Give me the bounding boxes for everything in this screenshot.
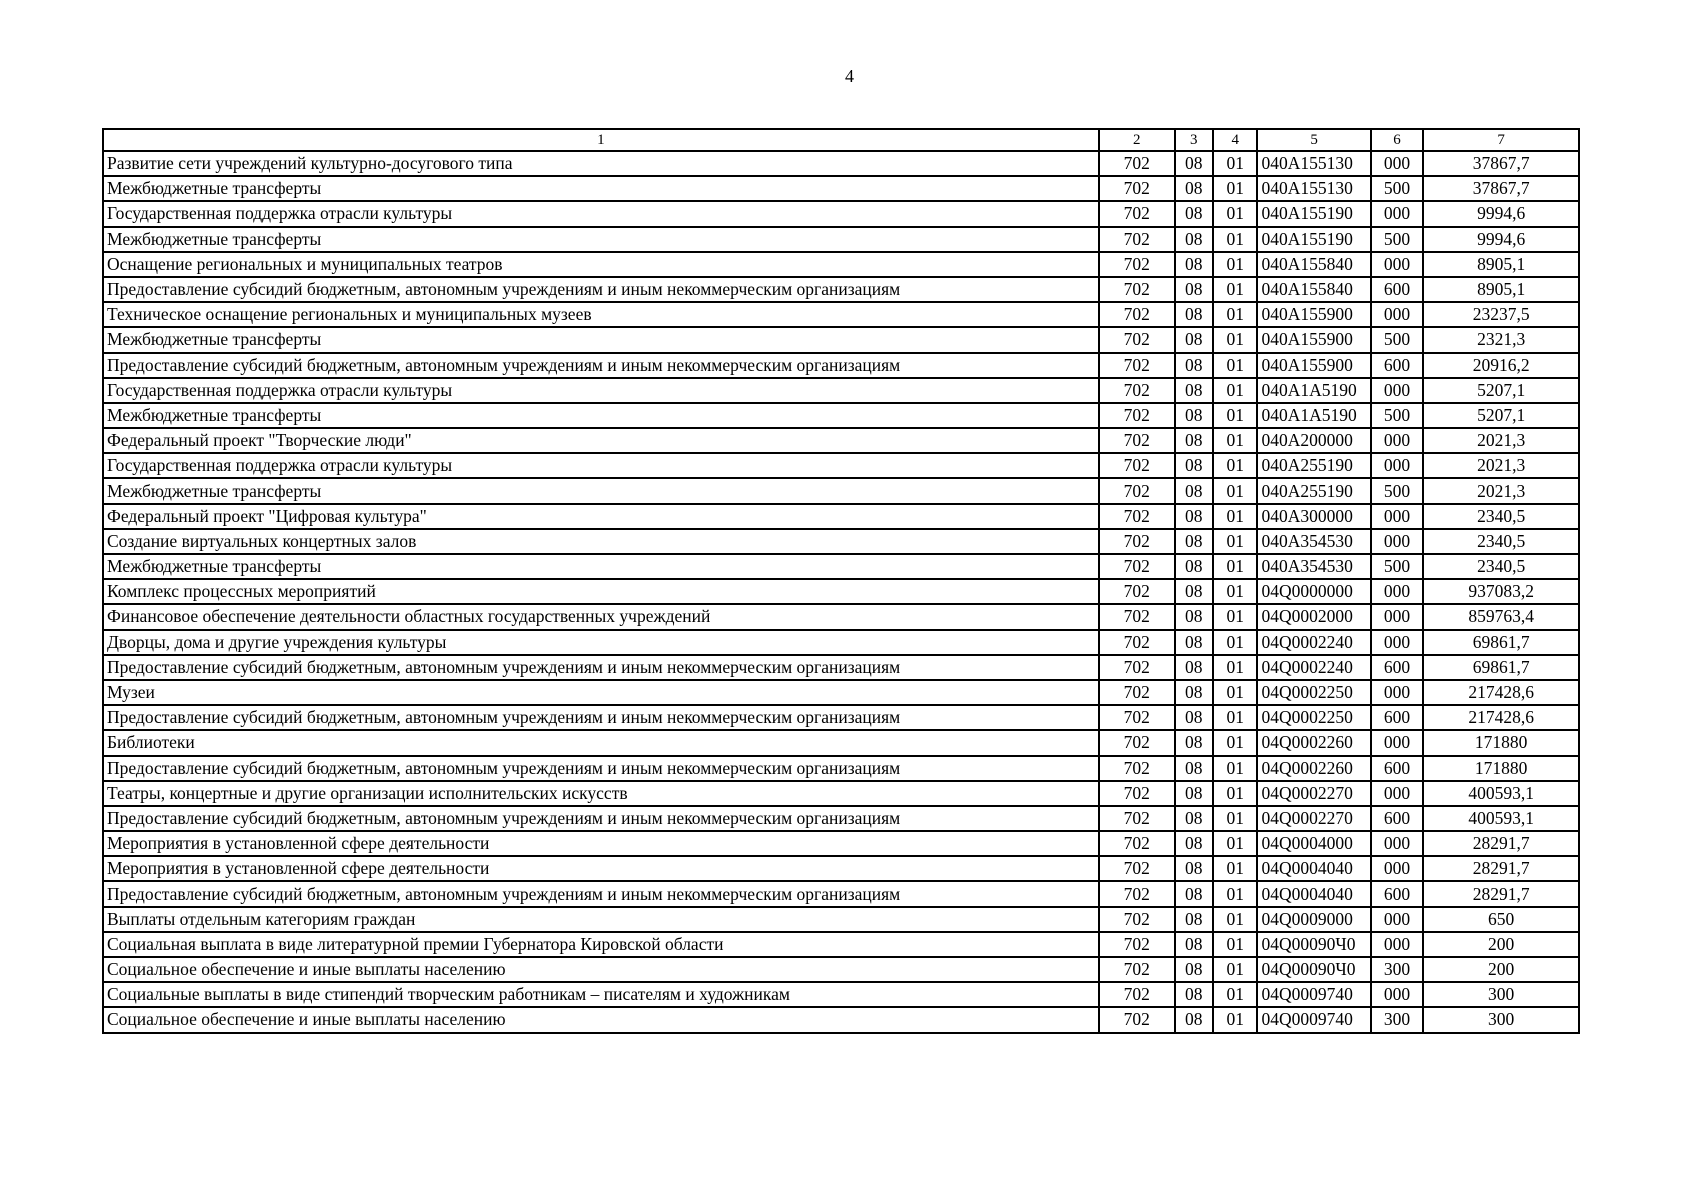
section-code-cell: 08 [1175, 730, 1213, 755]
amount-cell: 20916,2 [1423, 353, 1579, 378]
subsection-code-cell: 01 [1213, 655, 1257, 680]
expense-name-cell: Дворцы, дома и другие учреждения культуры [103, 630, 1099, 655]
amount-cell: 2321,3 [1423, 327, 1579, 352]
expense-name-cell: Создание виртуальных концертных залов [103, 529, 1099, 554]
expense-name-cell: Развитие сети учреждений культурно-досугового типа [103, 151, 1099, 176]
target-article-cell: 04Q00090Ч0 [1257, 932, 1370, 957]
section-code-cell: 08 [1175, 680, 1213, 705]
target-article-cell: 040A155130 [1257, 176, 1370, 201]
section-code-cell: 08 [1175, 453, 1213, 478]
subsection-code-cell: 01 [1213, 680, 1257, 705]
ministry-code-cell: 702 [1099, 554, 1175, 579]
section-code-cell: 08 [1175, 781, 1213, 806]
target-article-cell: 040A155900 [1257, 327, 1370, 352]
expense-name-cell: Предоставление субсидий бюджетным, автономным учреждениям и иным некоммерческим организациям [103, 756, 1099, 781]
subsection-code-cell: 01 [1213, 756, 1257, 781]
table-row [103, 554, 1579, 579]
expense-type-cell: 000 [1371, 378, 1424, 403]
amount-cell: 171880 [1423, 756, 1579, 781]
table-row [103, 327, 1579, 352]
expense-name-cell: Государственная поддержка отрасли культуры [103, 201, 1099, 226]
expense-type-cell: 600 [1371, 277, 1424, 302]
ministry-code-cell: 702 [1099, 252, 1175, 277]
subsection-code-cell: 01 [1213, 327, 1257, 352]
ministry-code-cell: 702 [1099, 227, 1175, 252]
section-code-cell: 08 [1175, 705, 1213, 730]
expense-type-cell: 000 [1371, 529, 1424, 554]
target-article-cell: 04Q0004040 [1257, 856, 1370, 881]
expense-type-cell: 000 [1371, 982, 1424, 1007]
table-row [103, 252, 1579, 277]
ministry-code-cell: 702 [1099, 277, 1175, 302]
ministry-code-cell: 702 [1099, 730, 1175, 755]
target-article-cell: 040A1A5190 [1257, 378, 1370, 403]
section-code-cell: 08 [1175, 932, 1213, 957]
ministry-code-cell: 702 [1099, 680, 1175, 705]
expense-type-cell: 300 [1371, 957, 1424, 982]
amount-cell: 171880 [1423, 730, 1579, 755]
amount-cell: 37867,7 [1423, 151, 1579, 176]
section-code-cell: 08 [1175, 327, 1213, 352]
amount-cell: 2021,3 [1423, 478, 1579, 503]
page-number: 4 [845, 66, 854, 86]
header-cell: 6 [1371, 129, 1424, 151]
ministry-code-cell: 702 [1099, 428, 1175, 453]
ministry-code-cell: 702 [1099, 1007, 1175, 1032]
amount-cell: 28291,7 [1423, 881, 1579, 906]
subsection-code-cell: 01 [1213, 403, 1257, 428]
ministry-code-cell: 702 [1099, 630, 1175, 655]
target-article-cell: 04Q0002260 [1257, 756, 1370, 781]
ministry-code-cell: 702 [1099, 655, 1175, 680]
target-article-cell: 04Q00090Ч0 [1257, 957, 1370, 982]
section-code-cell: 08 [1175, 806, 1213, 831]
section-code-cell: 08 [1175, 302, 1213, 327]
table-row [103, 453, 1579, 478]
table-row [103, 151, 1579, 176]
subsection-code-cell: 01 [1213, 504, 1257, 529]
expense-type-cell: 500 [1371, 227, 1424, 252]
expense-name-cell: Предоставление субсидий бюджетным, автономным учреждениям и иным некоммерческим организациям [103, 655, 1099, 680]
expense-name-cell: Музеи [103, 680, 1099, 705]
expense-type-cell: 000 [1371, 428, 1424, 453]
ministry-code-cell: 702 [1099, 378, 1175, 403]
subsection-code-cell: 01 [1213, 705, 1257, 730]
expense-type-cell: 000 [1371, 730, 1424, 755]
section-code-cell: 08 [1175, 907, 1213, 932]
section-code-cell: 08 [1175, 151, 1213, 176]
expense-type-cell: 600 [1371, 353, 1424, 378]
expense-name-cell: Предоставление субсидий бюджетным, автономным учреждениям и иным некоммерческим организациям [103, 806, 1099, 831]
expense-name-cell: Социальные выплаты в виде стипендий творческим работникам – писателям и художникам [103, 982, 1099, 1007]
expense-name-cell: Социальная выплата в виде литературной премии Губернатора Кировской области [103, 932, 1099, 957]
subsection-code-cell: 01 [1213, 277, 1257, 302]
target-article-cell: 040A155900 [1257, 302, 1370, 327]
expense-type-cell: 000 [1371, 201, 1424, 226]
table-row [103, 881, 1579, 906]
ministry-code-cell: 702 [1099, 327, 1175, 352]
subsection-code-cell: 01 [1213, 353, 1257, 378]
target-article-cell: 04Q0009000 [1257, 907, 1370, 932]
amount-cell: 217428,6 [1423, 680, 1579, 705]
target-article-cell: 04Q0009740 [1257, 1007, 1370, 1032]
expense-name-cell: Межбюджетные трансферты [103, 327, 1099, 352]
subsection-code-cell: 01 [1213, 378, 1257, 403]
header-cell: 4 [1213, 129, 1257, 151]
target-article-cell: 04Q0002000 [1257, 604, 1370, 629]
table-row [103, 630, 1579, 655]
expense-type-cell: 500 [1371, 327, 1424, 352]
table-row [103, 932, 1579, 957]
table-row [103, 680, 1579, 705]
ministry-code-cell: 702 [1099, 705, 1175, 730]
header-cell: 5 [1257, 129, 1370, 151]
expense-name-cell: Предоставление субсидий бюджетным, автономным учреждениям и иным некоммерческим организациям [103, 881, 1099, 906]
ministry-code-cell: 702 [1099, 201, 1175, 226]
target-article-cell: 04Q0002270 [1257, 781, 1370, 806]
subsection-code-cell: 01 [1213, 881, 1257, 906]
section-code-cell: 08 [1175, 579, 1213, 604]
target-article-cell: 04Q0004040 [1257, 881, 1370, 906]
table-row [103, 806, 1579, 831]
ministry-code-cell: 702 [1099, 302, 1175, 327]
expense-name-cell: Межбюджетные трансферты [103, 227, 1099, 252]
expense-name-cell: Мероприятия в установленной сфере деятельности [103, 831, 1099, 856]
expense-type-cell: 300 [1371, 1007, 1424, 1032]
section-code-cell: 08 [1175, 554, 1213, 579]
table-row [103, 529, 1579, 554]
expense-name-cell: Техническое оснащение региональных и муниципальных музеев [103, 302, 1099, 327]
target-article-cell: 040A155190 [1257, 201, 1370, 226]
table-row [103, 831, 1579, 856]
target-article-cell: 040A200000 [1257, 428, 1370, 453]
amount-cell: 28291,7 [1423, 856, 1579, 881]
table-row [103, 907, 1579, 932]
table-row [103, 353, 1579, 378]
section-code-cell: 08 [1175, 176, 1213, 201]
ministry-code-cell: 702 [1099, 756, 1175, 781]
table-row [103, 378, 1579, 403]
table-body [103, 151, 1579, 1033]
subsection-code-cell: 01 [1213, 907, 1257, 932]
expense-type-cell: 600 [1371, 705, 1424, 730]
section-code-cell: 08 [1175, 353, 1213, 378]
target-article-cell: 040A354530 [1257, 554, 1370, 579]
section-code-cell: 08 [1175, 957, 1213, 982]
amount-cell: 200 [1423, 932, 1579, 957]
amount-cell: 9994,6 [1423, 227, 1579, 252]
expense-type-cell: 600 [1371, 655, 1424, 680]
ministry-code-cell: 702 [1099, 932, 1175, 957]
subsection-code-cell: 01 [1213, 529, 1257, 554]
table-row [103, 982, 1579, 1007]
expense-type-cell: 000 [1371, 680, 1424, 705]
expense-type-cell: 500 [1371, 403, 1424, 428]
subsection-code-cell: 01 [1213, 201, 1257, 226]
expense-name-cell: Мероприятия в установленной сфере деятельности [103, 856, 1099, 881]
amount-cell: 937083,2 [1423, 579, 1579, 604]
expense-type-cell: 000 [1371, 831, 1424, 856]
amount-cell: 400593,1 [1423, 781, 1579, 806]
subsection-code-cell: 01 [1213, 227, 1257, 252]
section-code-cell: 08 [1175, 428, 1213, 453]
amount-cell: 69861,7 [1423, 630, 1579, 655]
target-article-cell: 040A155840 [1257, 252, 1370, 277]
expense-type-cell: 500 [1371, 478, 1424, 503]
ministry-code-cell: 702 [1099, 478, 1175, 503]
ministry-code-cell: 702 [1099, 504, 1175, 529]
table-row [103, 227, 1579, 252]
section-code-cell: 08 [1175, 252, 1213, 277]
subsection-code-cell: 01 [1213, 806, 1257, 831]
header-cell: 2 [1099, 129, 1175, 151]
target-article-cell: 04Q0004000 [1257, 831, 1370, 856]
expense-type-cell: 000 [1371, 504, 1424, 529]
subsection-code-cell: 01 [1213, 252, 1257, 277]
expense-name-cell: Федеральный проект "Творческие люди" [103, 428, 1099, 453]
expense-type-cell: 500 [1371, 554, 1424, 579]
ministry-code-cell: 702 [1099, 957, 1175, 982]
expense-name-cell: Финансовое обеспечение деятельности областных государственных учреждений [103, 604, 1099, 629]
expense-name-cell: Межбюджетные трансферты [103, 554, 1099, 579]
section-code-cell: 08 [1175, 277, 1213, 302]
ministry-code-cell: 702 [1099, 529, 1175, 554]
target-article-cell: 04Q0002270 [1257, 806, 1370, 831]
expense-name-cell: Предоставление субсидий бюджетным, автономным учреждениям и иным некоммерческим организациям [103, 705, 1099, 730]
amount-cell: 69861,7 [1423, 655, 1579, 680]
table-row [103, 655, 1579, 680]
amount-cell: 300 [1423, 982, 1579, 1007]
target-article-cell: 040A354530 [1257, 529, 1370, 554]
section-code-cell: 08 [1175, 1007, 1213, 1032]
table-row [103, 277, 1579, 302]
expense-name-cell: Государственная поддержка отрасли культуры [103, 453, 1099, 478]
table-row [103, 1007, 1579, 1032]
header-cell: 3 [1175, 129, 1213, 151]
table-row [103, 856, 1579, 881]
target-article-cell: 04Q0002250 [1257, 680, 1370, 705]
expense-type-cell: 000 [1371, 781, 1424, 806]
subsection-code-cell: 01 [1213, 932, 1257, 957]
table-row [103, 579, 1579, 604]
amount-cell: 2021,3 [1423, 453, 1579, 478]
ministry-code-cell: 702 [1099, 353, 1175, 378]
expense-name-cell: Театры, концертные и другие организации исполнительских искусств [103, 781, 1099, 806]
expense-type-cell: 000 [1371, 579, 1424, 604]
subsection-code-cell: 01 [1213, 730, 1257, 755]
section-code-cell: 08 [1175, 630, 1213, 655]
table-row [103, 428, 1579, 453]
expense-name-cell: Библиотеки [103, 730, 1099, 755]
expense-type-cell: 000 [1371, 604, 1424, 629]
table-row [103, 201, 1579, 226]
ministry-code-cell: 702 [1099, 806, 1175, 831]
amount-cell: 400593,1 [1423, 806, 1579, 831]
target-article-cell: 040A255190 [1257, 453, 1370, 478]
ministry-code-cell: 702 [1099, 151, 1175, 176]
section-code-cell: 08 [1175, 378, 1213, 403]
table-row [103, 302, 1579, 327]
expense-type-cell: 000 [1371, 907, 1424, 932]
expense-name-cell: Государственная поддержка отрасли культуры [103, 378, 1099, 403]
target-article-cell: 04Q0002240 [1257, 630, 1370, 655]
expense-name-cell: Предоставление субсидий бюджетным, автономным учреждениям и иным некоммерческим организациям [103, 277, 1099, 302]
ministry-code-cell: 702 [1099, 176, 1175, 201]
ministry-code-cell: 702 [1099, 604, 1175, 629]
subsection-code-cell: 01 [1213, 302, 1257, 327]
amount-cell: 8905,1 [1423, 252, 1579, 277]
section-code-cell: 08 [1175, 881, 1213, 906]
table-row [103, 957, 1579, 982]
ministry-code-cell: 702 [1099, 781, 1175, 806]
expense-name-cell: Оснащение региональных и муниципальных театров [103, 252, 1099, 277]
target-article-cell: 040A155900 [1257, 353, 1370, 378]
header-row [103, 129, 1579, 151]
amount-cell: 200 [1423, 957, 1579, 982]
section-code-cell: 08 [1175, 756, 1213, 781]
subsection-code-cell: 01 [1213, 478, 1257, 503]
table-row [103, 403, 1579, 428]
amount-cell: 300 [1423, 1007, 1579, 1032]
table-row [103, 604, 1579, 629]
section-code-cell: 08 [1175, 227, 1213, 252]
amount-cell: 2021,3 [1423, 428, 1579, 453]
ministry-code-cell: 702 [1099, 579, 1175, 604]
table-row [103, 478, 1579, 503]
subsection-code-cell: 01 [1213, 151, 1257, 176]
table-row [103, 756, 1579, 781]
section-code-cell: 08 [1175, 982, 1213, 1007]
expense-type-cell: 600 [1371, 881, 1424, 906]
subsection-code-cell: 01 [1213, 453, 1257, 478]
target-article-cell: 040A1A5190 [1257, 403, 1370, 428]
section-code-cell: 08 [1175, 403, 1213, 428]
ministry-code-cell: 702 [1099, 856, 1175, 881]
amount-cell: 28291,7 [1423, 831, 1579, 856]
target-article-cell: 04Q0000000 [1257, 579, 1370, 604]
amount-cell: 5207,1 [1423, 403, 1579, 428]
expense-name-cell: Межбюджетные трансферты [103, 478, 1099, 503]
subsection-code-cell: 01 [1213, 781, 1257, 806]
amount-cell: 650 [1423, 907, 1579, 932]
amount-cell: 37867,7 [1423, 176, 1579, 201]
expense-type-cell: 600 [1371, 756, 1424, 781]
subsection-code-cell: 01 [1213, 982, 1257, 1007]
expense-type-cell: 000 [1371, 302, 1424, 327]
target-article-cell: 040A155190 [1257, 227, 1370, 252]
expense-type-cell: 000 [1371, 252, 1424, 277]
subsection-code-cell: 01 [1213, 579, 1257, 604]
amount-cell: 859763,4 [1423, 604, 1579, 629]
target-article-cell: 040A255190 [1257, 478, 1370, 503]
header-cell: 7 [1423, 129, 1579, 151]
target-article-cell: 04Q0002240 [1257, 655, 1370, 680]
table-row [103, 504, 1579, 529]
section-code-cell: 08 [1175, 529, 1213, 554]
expense-type-cell: 000 [1371, 151, 1424, 176]
expense-name-cell: Выплаты отдельным категориям граждан [103, 907, 1099, 932]
subsection-code-cell: 01 [1213, 630, 1257, 655]
section-code-cell: 08 [1175, 655, 1213, 680]
expense-name-cell: Предоставление субсидий бюджетным, автономным учреждениям и иным некоммерческим организациям [103, 353, 1099, 378]
amount-cell: 23237,5 [1423, 302, 1579, 327]
amount-cell: 9994,6 [1423, 201, 1579, 226]
expense-type-cell: 000 [1371, 856, 1424, 881]
header-cell: 1 [103, 129, 1099, 151]
target-article-cell: 04Q0009740 [1257, 982, 1370, 1007]
expense-name-cell: Социальное обеспечение и иные выплаты населению [103, 957, 1099, 982]
ministry-code-cell: 702 [1099, 982, 1175, 1007]
amount-cell: 2340,5 [1423, 529, 1579, 554]
expense-type-cell: 000 [1371, 630, 1424, 655]
amount-cell: 2340,5 [1423, 554, 1579, 579]
amount-cell: 217428,6 [1423, 705, 1579, 730]
ministry-code-cell: 702 [1099, 403, 1175, 428]
subsection-code-cell: 01 [1213, 856, 1257, 881]
section-code-cell: 08 [1175, 478, 1213, 503]
subsection-code-cell: 01 [1213, 831, 1257, 856]
table-row [103, 781, 1579, 806]
subsection-code-cell: 01 [1213, 554, 1257, 579]
ministry-code-cell: 702 [1099, 881, 1175, 906]
budget-table [102, 128, 1580, 1034]
expense-type-cell: 500 [1371, 176, 1424, 201]
expense-type-cell: 000 [1371, 932, 1424, 957]
subsection-code-cell: 01 [1213, 604, 1257, 629]
expense-name-cell: Межбюджетные трансферты [103, 403, 1099, 428]
expense-name-cell: Комплекс процессных мероприятий [103, 579, 1099, 604]
target-article-cell: 04Q0002260 [1257, 730, 1370, 755]
target-article-cell: 040A300000 [1257, 504, 1370, 529]
ministry-code-cell: 702 [1099, 453, 1175, 478]
table-row [103, 730, 1579, 755]
subsection-code-cell: 01 [1213, 1007, 1257, 1032]
target-article-cell: 040A155840 [1257, 277, 1370, 302]
ministry-code-cell: 702 [1099, 831, 1175, 856]
amount-cell: 2340,5 [1423, 504, 1579, 529]
section-code-cell: 08 [1175, 831, 1213, 856]
expense-type-cell: 600 [1371, 806, 1424, 831]
section-code-cell: 08 [1175, 604, 1213, 629]
amount-cell: 5207,1 [1423, 378, 1579, 403]
amount-cell: 8905,1 [1423, 277, 1579, 302]
expense-name-cell: Федеральный проект "Цифровая культура" [103, 504, 1099, 529]
subsection-code-cell: 01 [1213, 428, 1257, 453]
expense-name-cell: Межбюджетные трансферты [103, 176, 1099, 201]
section-code-cell: 08 [1175, 201, 1213, 226]
ministry-code-cell: 702 [1099, 907, 1175, 932]
section-code-cell: 08 [1175, 504, 1213, 529]
section-code-cell: 08 [1175, 856, 1213, 881]
expense-name-cell: Социальное обеспечение и иные выплаты населению [103, 1007, 1099, 1032]
expense-type-cell: 000 [1371, 453, 1424, 478]
table-row [103, 176, 1579, 201]
table-row [103, 705, 1579, 730]
subsection-code-cell: 01 [1213, 176, 1257, 201]
target-article-cell: 04Q0002250 [1257, 705, 1370, 730]
subsection-code-cell: 01 [1213, 957, 1257, 982]
target-article-cell: 040A155130 [1257, 151, 1370, 176]
